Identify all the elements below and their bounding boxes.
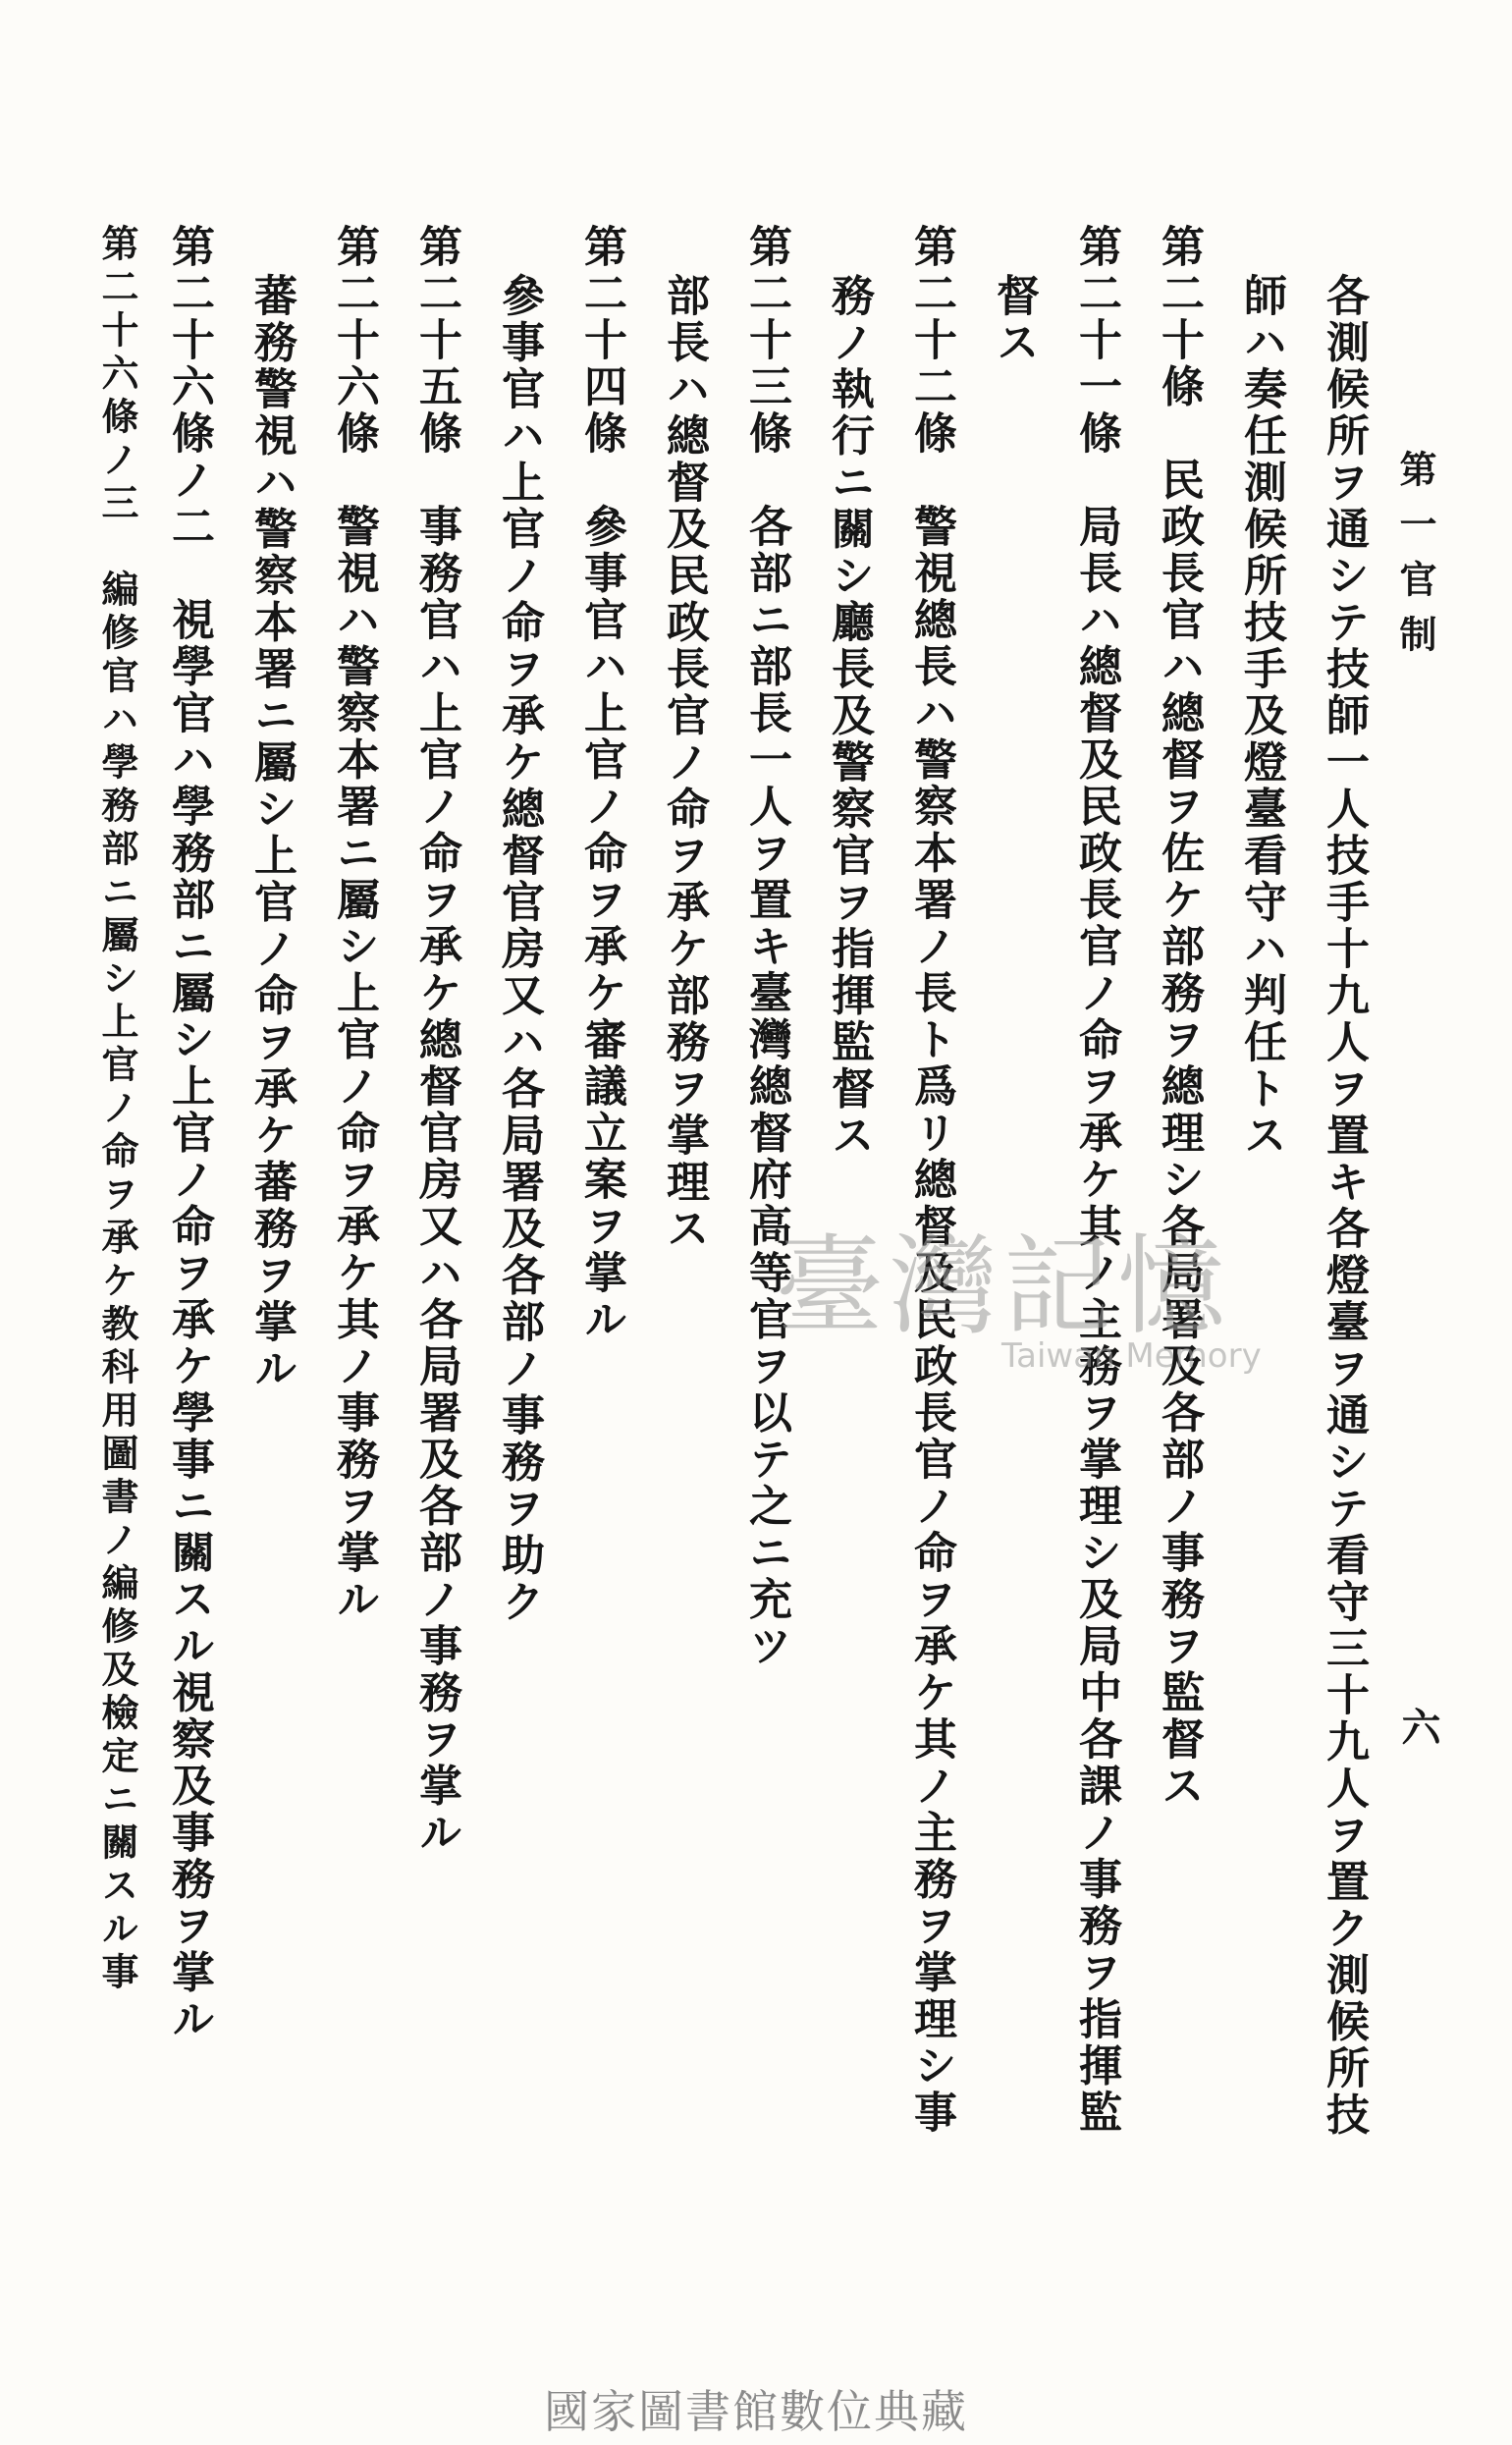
watermark bbox=[776, 1223, 1286, 1419]
page-number: 六 bbox=[1395, 1707, 1441, 1746]
text-column: 第二十五條 事務官ハ上官ノ命ヲ承ケ總督官房又ハ各局署及各部ノ事務ヲ掌ル bbox=[411, 224, 461, 1857]
text-column: 第二十六條 警視ハ警察本署ニ屬シ上官ノ命ヲ承ケ其ノ事務ヲ掌ル bbox=[329, 224, 379, 1623]
text-column: 第二十一條 局長ハ總督及民政長官ノ命ヲ承ケ其ノ主務ヲ掌理シ及局中各課ノ事務ヲ指揮監 bbox=[1071, 224, 1121, 2137]
text-column: 第二十六條ノ二 視學官ハ學務部ニ屬シ上官ノ命ヲ承ケ學事ニ關スル視察及事務ヲ掌ル bbox=[164, 224, 214, 2043]
text-column: 第二十四條 參事官ハ上官ノ命ヲ承ケ審議立案ヲ掌ル bbox=[576, 224, 626, 1343]
text-column: 第二十條 民政長官ハ總督ヲ佐ケ部務ヲ總理シ各局署及各部ノ事務ヲ監督ス bbox=[1154, 224, 1204, 1810]
text-column: 蕃務警視ハ警察本署ニ屬シ上官ノ命ヲ承ケ蕃務ヲ掌ル bbox=[246, 273, 297, 1392]
text-column: 各測候所ヲ通シテ技師一人技手十九人ヲ置キ各燈臺ヲ通シテ看守三十九人ヲ置ク測候所技 bbox=[1319, 273, 1369, 2139]
text-column: 第二十二條 警視總長ハ警察本署ノ長ト爲リ總督及民政長官ノ命ヲ承ケ其ノ主務ヲ掌理シ事 bbox=[906, 224, 956, 2137]
watermark-logo-text: 臺灣記憶 bbox=[776, 1223, 1231, 1349]
text-column: 務ノ執行ニ關シ廳長及警察官ヲ指揮監督ス bbox=[824, 273, 874, 1160]
watermark-english-text: Taiwan Memory bbox=[1001, 1336, 1262, 1376]
footer-credit: 國家圖書館數位典藏 bbox=[544, 2385, 968, 2438]
text-column: 參事官ハ上官ノ命ヲ承ケ總督官房又ハ各局署及各部ノ事務ヲ助ク bbox=[494, 273, 544, 1626]
section-title: 第一官制 bbox=[1393, 450, 1437, 670]
text-column: 師ハ奏任測候所技手及燈臺看守ハ判任トス bbox=[1236, 273, 1286, 1160]
text-column: 第二十六條ノ三 編修官ハ學務部ニ屬シ上官ノ命ヲ承ケ教科用圖書ノ編修及檢定ニ關スル事 bbox=[95, 224, 139, 1995]
text-column: 部長ハ總督及民政長官ノ命ヲ承ケ部務ヲ掌理ス bbox=[659, 273, 709, 1253]
text-column: 第二十三條 各部ニ部長一人ヲ置キ臺灣總督府高等官ヲ以テ之ニ充ツ bbox=[741, 224, 791, 1670]
text-column: 督ス bbox=[989, 273, 1039, 366]
